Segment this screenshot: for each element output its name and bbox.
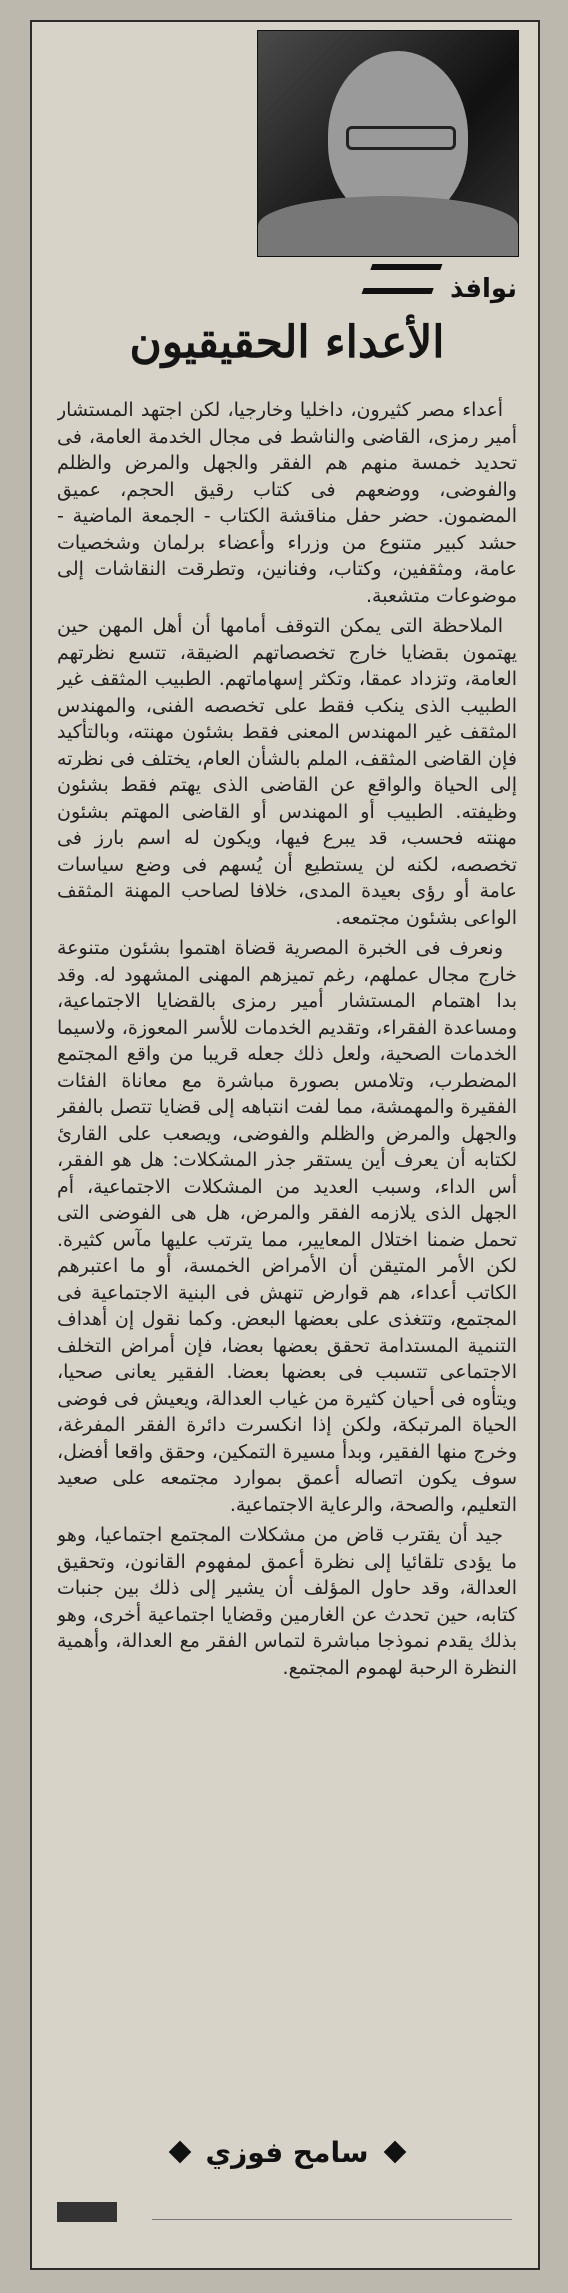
article-body [57,397,517,2112]
article-paragraph: ونعرف فى الخبرة المصرية قضاة اهتموا بشئون متنوعة خارج مجال عملهم، رغم تميزهم المهنى المشهود له. وقد بدا اهتمام المستشار أمير رمزى بالقضايا الاجتماعية، ومساعدة الفقراء، وتقديم الخدمات للأسر المعوزة، ولاسيما الخدمات الصحية، ولعل ذلك جعله قريبا من واقع المجتمع المضطرب، وتلامس بصورة مباشرة مع معاناة الفئات الفقيرة والمهمشة، مما لفت انتباهه إلى قضايا تتصل بالفقر والجهل والمرض والظلم والفوضى، ويصعب على القارئ لكتابه أن يعرف أين يستقر جذر المشكلات: هل هو الفقر، أس الداء، وسبب العديد من المشكلات الاجتماعية، أم الجهل الذى يلازمه الفقر والمرض، هل هى الفوضى التى تحمل ضمنا اختلال المعايير، مما يترتب عليها مآس كثيرة. لكن الأمر المتيقن أن الأمراض الخمسة، أو ما اعتبرهم الكاتب أعداء، هم قوارض تنهش فى البنية الاجتماعية فى المجتمع، وتتغذى على بعضها البعض. وكما نقول إن أهداف التنمية المستدامة تحقق بعضها بعضا، فإن أمراض التخلف الاجتماعى تتسبب فى بعضها بعضا. الفقير يعانى صحيا، ويتأوه فى أحيان كثيرة من غياب العدالة، ويعيش فى فوضى الحياة المرتبكة، ولكن إذا انكسرت دائرة الفقر المفرغة، وخرج منها الفقير، وبدأ مسيرة التمكين، وحقق واقعا أفضل، سوف يكون اتصاله أعمق بموارد مجتمعه على صعيد التعليم، والصحة، والرعاية الاجتماعية. [57,937,517,1516]
footer-strip [152,2207,512,2220]
author-photo-glasses [346,126,456,150]
author-photo-shoulders [258,196,518,256]
section-header [167,262,517,312]
article-title: الأعداء الحقيقيون [129,317,445,368]
article-paragraph: الملاحظة التى يمكن التوقف أمامها أن أهل المهن حين يهتمون بقضايا خارج تخصصاتهم الضيقة، تتسع نظرتهم العامة، وتزداد عمقا، وتكثر إسهاماتهم. الطبيب المثقف غير الطبيب الذى ينكب فقط على تخصصه الفنى، والمهندس المثقف غير المهندس المعنى فقط بشئون مهنته، وبالتأكيد فإن القاضى المثقف، الملم بالشأن العام، يختلف فى نظرته إلى الحياة والواقع عن القاضى الذى يهتم فقط بشئون وظيفته. الطبيب أو المهندس أو القاضى المهتم بشئون مهنته فحسب، قد يبرع فيها، ويكون له اسم بارز فى تخصصه، لكنه لن يستطيع أن يُسهم فى وضع سياسات عامة أو رؤى بعيدة المدى، خلافا لصاحب المهنة المثقف الواعى بشئون مجتمعه. [57,615,517,929]
article-paragraph: جيد أن يقترب قاض من مشكلات المجتمع اجتماعيا، وهو ما يؤدى تلقائيا إلى نظرة أعمق لمفهوم القانون، وتحقيق العدالة، وقد حاول المؤلف أن يشير إلى ذلك بين جنبات كتابه، حين تحدث عن الغارمين وقضايا اجتماعية أخرى، وهو بذلك يقدم نموذجا مباشرة لتماس الفقر مع العدالة، وأهمية النظرة الرحبة لهموم المجتمع. [57,1524,517,1679]
section-logo-text: نوافذ [449,274,517,304]
diamond-ornament-icon [383,2141,406,2164]
adjacent-column-fragment [40,32,245,247]
section-logo-mark [362,264,443,294]
article-paragraph: أعداء مصر كثيرون، داخليا وخارجيا، لكن اجتهد المستشار أمير رمزى، القاضى والناشط فى مجال الخدمة العامة، فى تحديد خمسة منهم هم الفقر والجهل والمرض والظلم والفوضى، ووضعهم فى كتاب رقيق الحجم، عميق المضمون. حضر حفل مناقشة الكتاب - الجمعة الماضية - حشد كبير متنوع من وزراء وأعضاء برلمان وشخصيات عامة، ومثقفين، وكتاب، وفنانين، وتطرقت النقاشات إلى موضوعات متشعبة. [57,399,517,607]
author-signature-row [52,2127,522,2177]
newspaper-clipping [30,20,540,2270]
author-photo [257,30,519,257]
diamond-ornament-icon [168,2141,191,2164]
author-name: سامح فوزي [205,2135,369,2169]
footer-bar [57,2202,117,2222]
